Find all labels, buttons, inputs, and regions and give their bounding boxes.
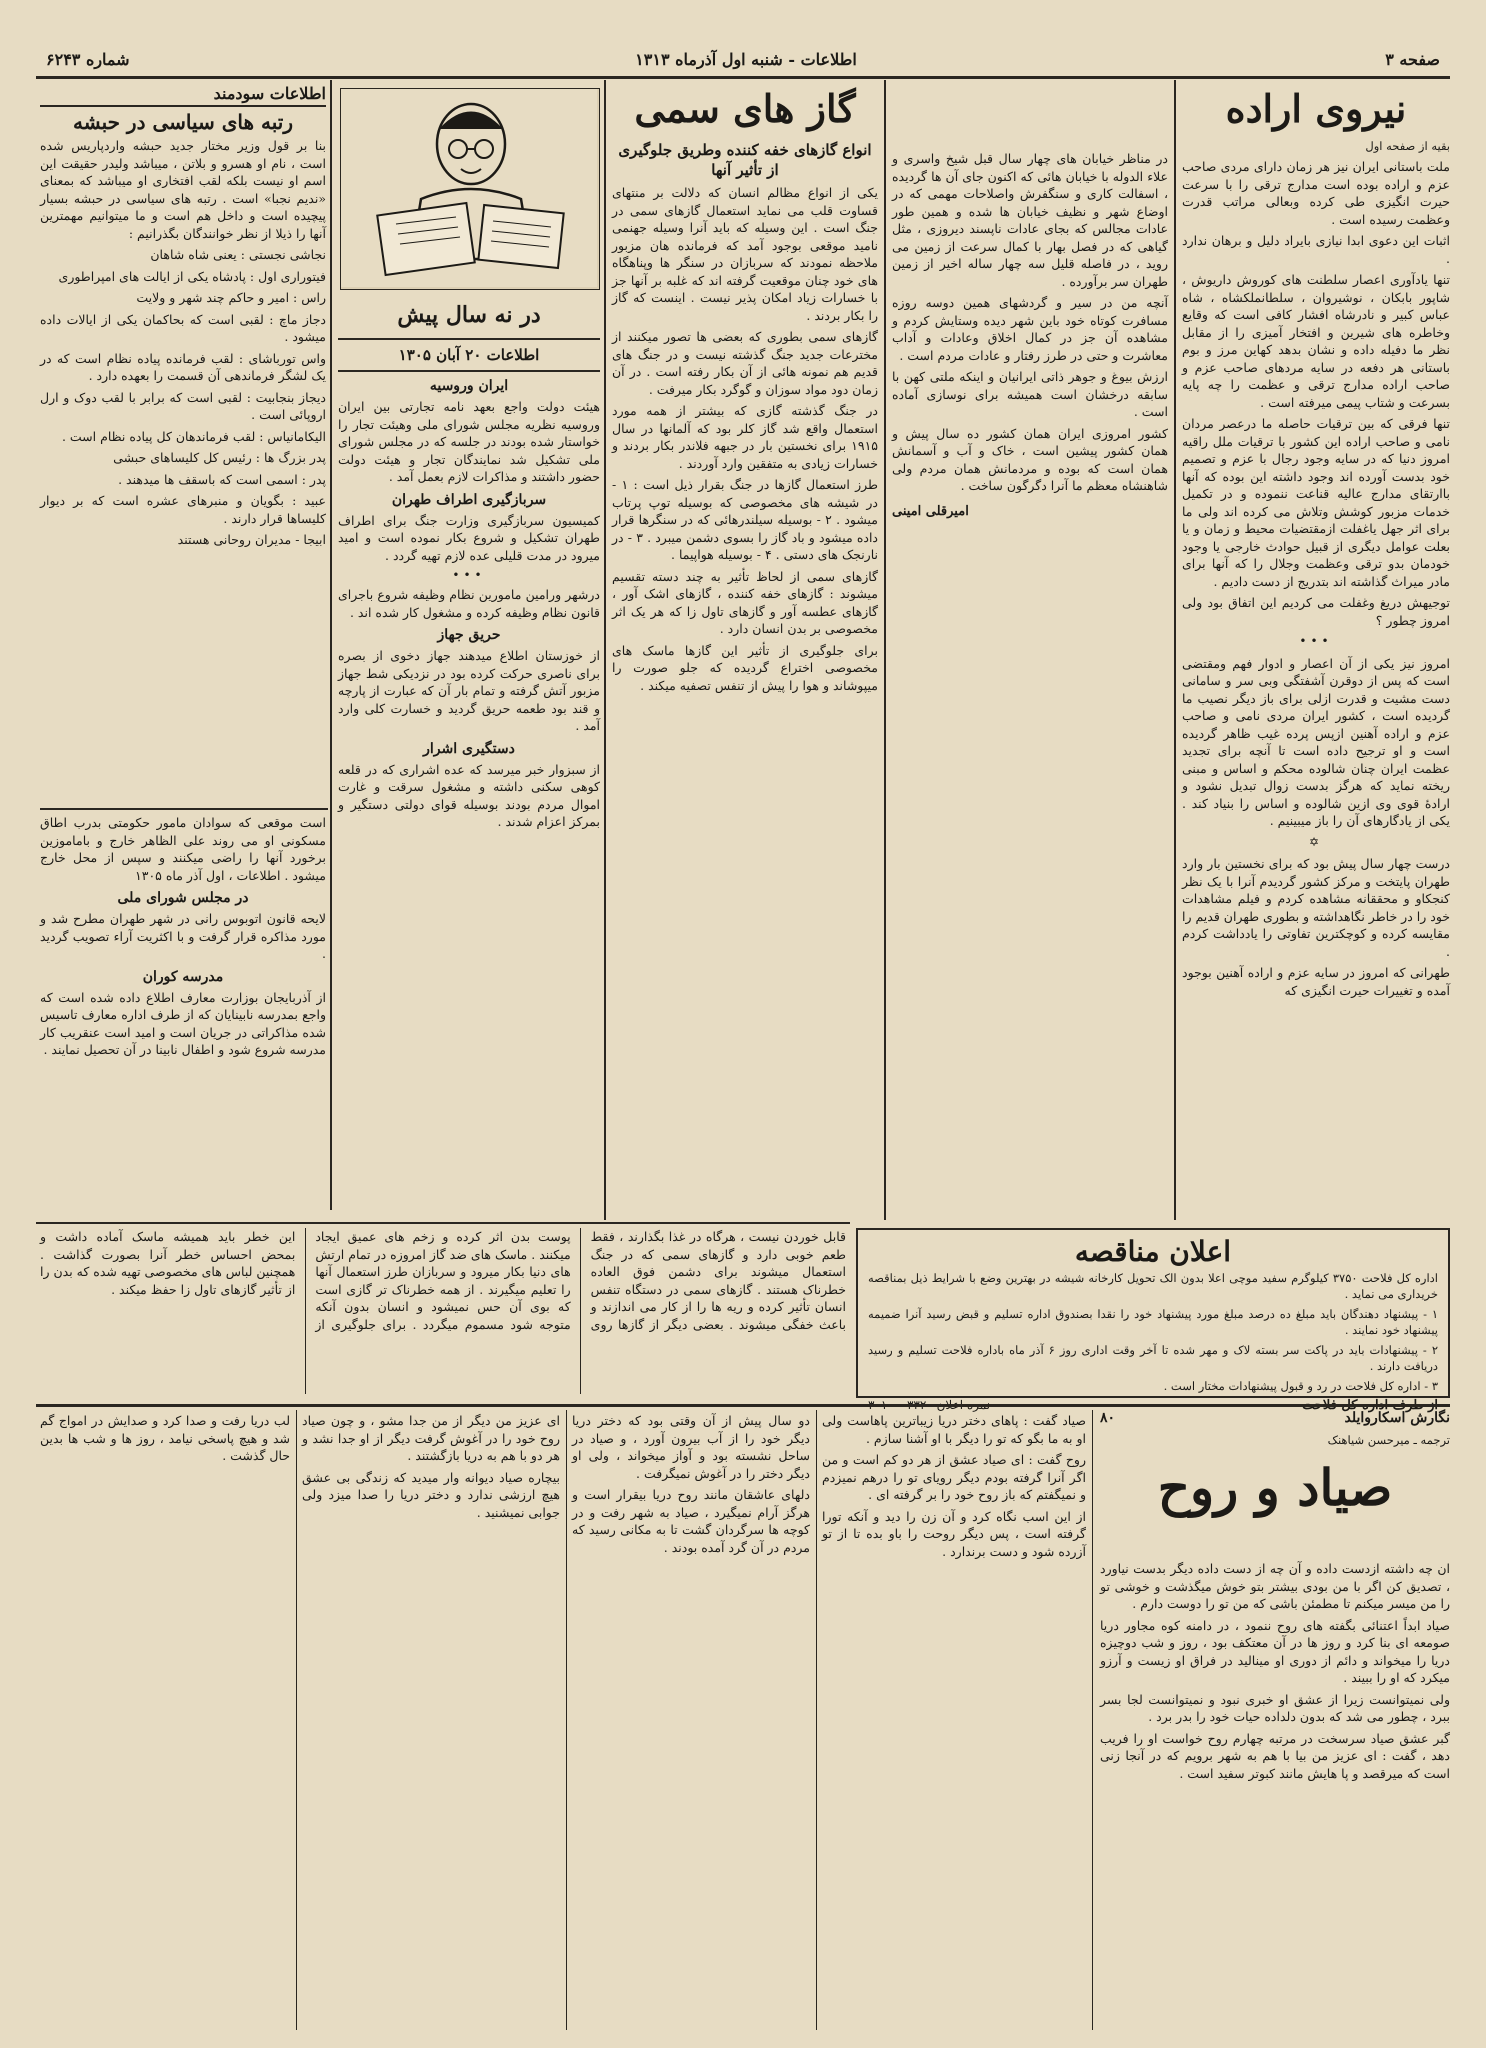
ad-body: اداره کل فلاحت ۳۷۵۰ کیلوگرم سفید موچی اعلا بدون الک تحویل کارخانه شیشه در بهترین وضع با شرایط ذیل بمناقصه خریداری می نماید .: [868, 1271, 1438, 1301]
cartoon-caption: در نه سال پیش: [397, 302, 541, 328]
paragraph: تنها فرقی که بین ترقیات حاصله ما درعصر مردان نامی و صاحب اراده این کشور با ترقیات ملل راقیه امروز دنیا که در سایه وجود رجال با عزم و تصمیم خود بدست آورده اند وجود داشته این بوده که آنها باارتقای مدارج عالیه قناعت ننموده و در تکمیل خدمات مزبور کوشش وتلاش می کرده اند ولی ما برای اثر جهل یاغفلت ازمقتضیات محیط و زمان و یا بعلت عوامل دیگری از قبیل حوادث خارجی یا وجود خودمان بدو ترقی وعظمت وجلال را که آنها برای مادر میراث گذاشته اند بتدریج از دست دادیم .: [1182, 416, 1450, 589]
parliament-news-column: [40, 814, 326, 1214]
article-title: رتبه های سیاسی در حبشه: [73, 110, 293, 134]
paragraph: صیاد گفت : پاهای دختر دریا زیباترین پاهاست ولی او به ما بگو که تو را دیگر با او آشنا سازم .: [822, 1413, 1086, 1446]
translator-credit: ترجمه ـ میرحسن شیاهنک: [1327, 1433, 1450, 1447]
ad-item: ۱ - پیشنهاد دهندگان باید مبلغ ده درصد مبلغ مورد پیشنهاد خود را نقدا بصندوق اداره تسلیم و قبض رسید آنرا ضمیمه پیشنهاد خود نمایند .: [868, 1307, 1438, 1337]
story-column-4: [302, 1412, 560, 2030]
paragraph: دلهای عاشقان مانند روح دریا بیقرار است و هرگز آرام نمیگیرد ، صیاد به شهر رفت و در کوچه ها سرگردان گشت تا به مکانی رسید که مردم در آن گرد آمده بودند .: [572, 1487, 810, 1555]
paragraph: از آذربایجان بوزارت معارف اطلاع داده شده است که واجع بمدرسه نابینایان که از طرف اداره معارف تاسیس شده مذاکراتی در جریان است و امید است عنقریب کار مدرسه شروع شود و اطفال نابینا در آن تحصیل نمایند .: [40, 989, 326, 1057]
paragraph: هیئت دولت واجع بعهد نامه تجارتی بین ایران وروسیه نظریه مجلس شورای ملی وهیئت تجار را خواستار شده بودند در جلسه که در مجلس شورای ملی تشکیل شد نمایندگان تجار و هیئت دولت حضور داشتند و مذاکرات لازم بعمل آمد .: [338, 399, 600, 484]
paragraph: ای عزیز من دیگر از من جدا مشو ، و چون صیاد روح خود را در آغوش گرفت دیگر از او جدا نشد و هر دو با هم به دریا بازگشتند .: [302, 1413, 560, 1463]
divider-line: [338, 338, 600, 340]
paragraph: گازهای سمی بطوری که بعضی ها تصور میکنند از مخترعات جدید جنگ گذشته نیست و در جنگ های قدیم هم نمونه هائی از آن بکار رفته است . در آن زمان دود مواد سوزان و گوگرد بکار میرفت .: [612, 329, 878, 397]
list-item: واس تورباشای : لقب فرمانده پیاده نظام است که در یک لشگر فرماندهی آن قسمت را بعهده دارد .: [40, 350, 326, 383]
date-line: اطلاعات ۲۰ آبان ۱۳۰۵: [398, 346, 540, 364]
article-poison-gas: [612, 84, 878, 1214]
list-item: فیتوراری اول : پادشاه یکی از ایالت های امپراطوری: [58, 268, 326, 284]
story-title: صیاد و روح: [1157, 1458, 1393, 1517]
article-title: گاز های سمی: [634, 86, 856, 131]
paragraph: در مناظر خیابان های چهار سال قبل شیخ واسری و علاء الدوله با خیابان هائی که اکنون جای آن ها گردیده ، اسفالت کاری و سنگفرش واصلاحات مهمی که در اوضاع شهر و نظیف خیابان ها شده و همین طور عادات مجالس که بجای عادات ناپسند دیروزی ، مثل گیاهی که در فصل بهار با کمال سرعت از زمین می روید ، در فاصله قلیل سه چهار ساله اخیر از زمین طهران سر برآورده .: [892, 151, 1168, 289]
section-title: دستگیری اشرار: [423, 740, 515, 757]
paragraph: از خوزستان اطلاع میدهند جهاز دخوی از بصره برای ناصری حرکت کرده بود در نزدیکی شط جهاز مزبور آتش گرفته و تمام بار آن که عبارت از پارچه و قند بود طعمه حریق گردید و خسارت کلی وارد آمد .: [338, 648, 600, 733]
series-label: نگارش اسکاروایلد: [1344, 1410, 1450, 1426]
list-item: دجاز ماچ : لقبی است که بحاکمان یکی از ایالات داده میشود .: [40, 311, 326, 344]
story-header: [1100, 1410, 1450, 1558]
list-item: پدر : اسمی است که باسقف ها میدهند .: [118, 471, 326, 487]
ad-title: اعلان مناقصه: [1074, 1235, 1232, 1268]
poison-gas-continued: [40, 1228, 846, 1394]
paragraph: کمیسیون سربازگیری وزارت جنگ برای اطراف طهران تشکیل و شروع بکار نموده است و امید میرود در مدت قلیلی عده لازم تهیه گردد .: [338, 512, 600, 563]
list-item: نجاشی نجستی : یعنی شاه شاهان: [150, 247, 326, 262]
section-title: ایران وروسیه: [429, 378, 509, 394]
divider-line: [338, 370, 600, 372]
column-divider: [1092, 1410, 1093, 2030]
paragraph: گبر عشق صیاد سرسخت در مرتبه چهارم روح خواست او را فریب دهد ، گفت : ای عزیز من بیا با هم به شهر برویم که در آنجا زنی است که میرقصد و پا هایش مانند کبوتر سفید است .: [1100, 1730, 1450, 1781]
paragraph: ملت باستانی ایران نیز هر زمان دارای مردی صاحب عزم و اراده بوده است مدارج ترقی را با سرعت حیرت انگیزی طی کرده وبعالی مراتب قدرت وعظمت رسیده است .: [1182, 159, 1450, 227]
column-divider: [884, 80, 886, 1220]
paragraph: ولی نمیتوانست زیرا از عشق او خبری نبود و نمیتوانست لجا بسر ببرد ، چطور می شد که بدون دلداده حیات خود را بدر برد .: [1100, 1691, 1450, 1724]
paragraph: از این اسب نگاه کرد و آن زن را دید و آنکه تورا گرفته است ، پس دیگر روحت را باو بده تا از تو آزرده شود و دست برندارد .: [822, 1508, 1086, 1559]
column-divider: [330, 80, 332, 1210]
list-item: دیجاز بنجابیت : لقبی است که برابر با لقب دوک و ارل اروپائی است .: [40, 389, 326, 422]
separator-stars: •••: [452, 568, 486, 582]
paragraph: طهرانی که امروز در سایه عزم و اراده آهنین بوجود آمده و تغییرات حیرت انگیزی که: [1182, 965, 1450, 998]
story-column-3: [572, 1412, 810, 2030]
paragraph: تنها یادآوری اعصار سلطنت های کوروش داریوش ، شاپور بابکان ، نوشیروان ، سلطانملکشاه ، شاه عباس کبیر و نادرشاه افشار کافی است که وقایع وخاطره های شیرین و افتخار آمیزی را از مقابل نظر ما دفیله داده و نشان بدهد کهاین مرز و بوم باستانی هر دفعه در سایه مردهای صاحب عزم و صاحب اراده مدارج ترقی و عظمت را چه پایه بسرعت و شتاب پیمی میرفته است .: [1182, 272, 1450, 410]
paragraph: است موقعی که سوادان مامور حکومتی بدرب اطاق مسکونی او می روند علی الظاهر خارج و باماموزین برخورد آنها را راضی میکنند و سپس از محل خارج میشود . اطلاعات ، اول آذر ماه ۱۳۰۵: [40, 815, 326, 883]
paragraph: لب دریا رفت و صدا کرد و صدایش در امواج گم شد و هیچ پاسخی نیامد ، روز ها و شب ها بدین حال گذشت .: [40, 1413, 290, 1463]
paragraph: امروز نیز یکی از آن اعصار و ادوار فهم ومقتضی است که پس از دوقرن آشفتگی وبی سر و سامانی دست مشیت و قدرت ازلی برای باز دیگر نصیب ما گردیده است ، کشور ایران مردی نامی و صاحب عزم و اراده آهنین ازپس پرده غیب ظاهر گردیده است و او ترجیح داده است تا آنچه برای تجدید عظمت ایران چنان شالوده محکم و اساس و مبنی ریخته نماید که هرگز بدست زوال تبدیل نشود و ارادهٔ قوی وی ازین شالوده و اساس را بنیاد کند . یکی از یادگارهای آن را باز میبینیم .: [1182, 655, 1450, 828]
caricature-illustration: [340, 88, 600, 290]
column-divider: [816, 1410, 817, 2030]
paragraph: گازهای سمی از لحاظ تأثیر به چند دسته تقسیم میشوند : گازهای خفه کننده ، گازهای اشک آور ، گازهای عطسه آور و گازهای تاول زا که هر یک اثر مخصوصی بر بدن انسان دارد .: [612, 568, 878, 636]
separator-stars: ✡: [1308, 834, 1324, 849]
paragraph: ارزش بیوغ و جوهر ذاتی ایرانیان و اینکه ملتی کهن با سابقه درخشان است همیشه برای نوسازی آماده است .: [892, 369, 1168, 419]
continuation-note: بقیه از صفحه اول: [1365, 139, 1450, 153]
header-rule: [36, 76, 1450, 79]
paragraph: در جنگ گذشته گازی که بیشتر از همه مورد استعمال واقع شد گاز کلر بود که آلمانها در سال ۱۹۱۵ برای نخستین بار در جبهه فلاندر بکار بردند و خسارات زیادی به متفقین وارد آوردند .: [612, 403, 878, 471]
author-signature: امیرقلی امینی: [892, 503, 969, 519]
masthead: [36, 48, 1450, 74]
section-title: سربازگیری اطراف طهران: [391, 491, 547, 508]
nine-years-ago-column: [338, 292, 600, 1212]
paragraph: بنا بر قول وزیر مختار جدید حبشه واردپاریس شده است ، نام او هسرو و بلاتن ، میباشد ولیدر حقیقت این اسم او نیست بلکه لقب افتخاری او میباشد که بمعنای «ندیم نجبا» است . رتبه های سیاسی در حبشه بسیار پیچیده است و داخل هم است و ما میتوانیم مهمترین آنها را ذیلا از نظر خوانندگان بگذرانیم :: [40, 138, 326, 241]
ad-item: ۲ - پیشنهادات باید در پاکت سر بسته لاک و مهر شده تا آخر وقت اداری روز ۶ آذر ماه باداره فلاحت تسلیم و رسید دریافت دارند .: [868, 1343, 1438, 1373]
column-divider: [296, 1410, 297, 2030]
section-label: اطلاعات سودمند: [40, 84, 326, 107]
section-title: مدرسه کوران: [142, 968, 224, 985]
paragraph: روح گفت : ای صیاد عشق از هر دو کم است و من اگر آنرا گرفته بودم دیگر رویای تو را درهم نمیزدم و نمیگفتم که باز روح خود را بر گرفته ای .: [822, 1452, 1086, 1502]
section-title: در مجلس شورای ملی: [117, 890, 249, 906]
paragraph: درست چهار سال پیش بود که برای نخستین بار وارد طهران پایتخت و مرکز کشور گردیدم آنرا با یک نظر کنجکاو و محققانه مشاهده کردم و فیلم مشاهدات خود را در خاطر نگاهداشته و بطوری طهران قدیم را مقایسه کرده و کوچکترین تفاوتی را یادداشت کردم .: [1182, 856, 1450, 959]
paragraph: توجیهش دریغ وغفلت می کردیم این اتفاق بود ولی امروز چطور ؟: [1182, 595, 1450, 628]
paragraph: کشور امروزی ایران همان کشور ده سال پیش و همان کشور پیشین است ، خاک و آب و آسمانش همان است که بوده و مردمانش همان مردم ولی شاهنشاه معظم ما آنرا دگرگون ساخت .: [892, 425, 1168, 493]
list-item: راس : امیر و حاکم چند شهر و ولایت: [136, 290, 326, 305]
article-will-power: [1182, 84, 1450, 1220]
separator-stars: •••: [1299, 634, 1333, 648]
column-divider: [1174, 80, 1176, 1220]
issue-number: شماره ۶۲۴۳: [46, 50, 130, 69]
column-divider: [566, 1410, 567, 2030]
paragraph: بیچاره صیاد دیوانه وار میدید که زندگی بی عشق هیچ ارزشی ندارد و دختر دریا را صدا میزد ولی جوابی نمیشنید .: [302, 1469, 560, 1520]
ad-item: ۳ - اداره کل فلاحت در رد و قبول پیشنهادات مختار است .: [1163, 1379, 1438, 1393]
paragraph: طرز استعمال گازها در جنگ بقرار ذیل است : ۱ - در شیشه های مخصوصی که بوسیله توپ پرتاب میشود . ۲ - بوسیله سیلندرهائی که در سنگرها قرار داده میشود و باد گاز را بسوی دشمن میبرد . ۳ - در نارنجک های دستی . ۴ - بوسیله هواپیما .: [612, 477, 878, 562]
paragraph: لایحه قانون اتوبوس رانی در شهر طهران مطرح شد و مورد مذاکره قرار گرفت و با اکثریت آراء تصویب گردید .: [40, 911, 326, 961]
story-column-1: [1100, 1560, 1450, 2030]
paragraph: برای جلوگیری از تأثیر این گازها ماسک های مخصوصی اختراع گردیده که جلو صورت را میپوشاند و هوا را پیش از تنفس تصفیه میکند .: [612, 642, 878, 693]
list-item: پدر بزرگ ها : رئیس کل کلیساهای حبشی: [113, 450, 326, 465]
paragraph: یکی از انواع مظالم انسان که دلالت بر منتهای قساوت قلب می نماید استعمال گازهای سمی در جنگ است . این وسیله که باید آنرا وسیله جهنمی نامید موقعی بوجود آمد که فرمانده هان مزبور ملاحظه نمودند که سربازان در سنگر ها وپناهگاه های خود چنان موقعیت گرفته اند که غلبه بر آنها جز با خسارات زیاد امکان پذیر نیست . اینست که گاز را بکار بردند .: [612, 185, 878, 323]
divider-line: [36, 1222, 850, 1224]
list-item: عبید : بگویان و منبرهای عشره است که بر دیوار کلیساها قرار دارند .: [40, 493, 326, 526]
paragraph: ان چه داشته ازدست داده و آن چه از دست داده دیگر بدست نیاورد ، تصدیق کن اگر با من بودی بیشتر بتو خوش میگذشت و خوشی تو را من میسر میکنم تا مطمئن باشی که من تو را دوست دارم .: [1100, 1561, 1450, 1611]
article-title: نیروی اراده: [1225, 86, 1407, 131]
paragraph: از سبزوار خبر میرسد که عده اشراری که در قلعه کوهی سکنی داشته و مشغول سرقت و غارت اموال مردم بودند بوسیله قوای دولتی دستگیر و بمرکز اعزام شدند .: [338, 761, 600, 829]
installment-number: ٨٠: [1100, 1410, 1116, 1426]
column-divider: [604, 80, 606, 1220]
divider-line: [40, 808, 328, 810]
article-will-power-continued: [892, 150, 1168, 1240]
paragraph: قابل خوردن نیست ، هرگاه در غذا بگذارند ، فقط طعم خوبی دارد و گازهای سمی که در جنگ استعمال میشوند برای دشمن فوق العاده خطرناک هستند . گازهای سمی در دستگاه تنفس انسان تأثیر کرده و ریه ها را از کار می اندازند و باعث خفگی میشوند . بعضی دیگر از گازها روی پوست بدن اثر کرده و زخم های عمیق ایجاد میکنند . ماسک های ضد گاز امروزه در تمام ارتش های دنیا بکار میرود و سربازان طرز استعمال آنها را تعلیم میگیرند . از همه خطرناک تر گازی است که بوی آن حس نمیشود و انسان بدون آنکه متوجه شود مسموم میگردد . برای جلوگیری از این خطر باید همیشه ماسک آماده داشت و بمحض احساس خطر آنرا بصورت گذاشت . همچنین لباس های مخصوصی تهیه شده که بدن را از تأثیر گازهای تاول زا حفظ میکند .: [40, 1229, 846, 1332]
paragraph: آنچه من در سیر و گردشهای همین دوسه روزه مسافرت کوتاه خود باین شهر دیده وستایش کردم و مشاهده آن جز در کمال اخلاق وعادات و آداب معاشرت و حتی در طرز رفتار و عادات مردم است .: [892, 295, 1168, 363]
man-reading-icon: [341, 89, 597, 287]
section-title: حریق جهاز: [437, 627, 501, 643]
paragraph: درشهر ورامین مامورین نظام وظیفه شروع باجرای قانون نظام وظیفه کرده و مشغول کار شده اند .: [338, 587, 600, 620]
tender-advertisement: [856, 1228, 1450, 1398]
story-column-5: [40, 1412, 290, 2030]
story-column-2: [822, 1412, 1086, 2030]
list-item: الیکامانیاس : لقب فرماندهان کل پیاده نظام است .: [61, 428, 326, 444]
paragraph: دو سال پیش از آن وقتی بود که دختر دریا دیگر خود را از آب بیرون آورد ، و صیاد در ساحل نشسته بود و آواز میخواند ، ولی او دیگر دختر را در آغوش نمیگرفت .: [572, 1413, 810, 1481]
paper-title: اطلاعات - شنبه اول آذرماه ۱۳۱۳: [635, 50, 857, 69]
divider-line: [36, 1404, 1450, 1407]
page-label: صفحه ۳: [1385, 50, 1440, 69]
useful-info-column: [40, 84, 326, 804]
article-subtitle: انواع گازهای خفه کننده وطریق جلوگیری از تأثیر آنها: [618, 141, 872, 179]
paragraph: اثبات این دعوی ابدا نیازی بایراد دلیل و برهان ندارد .: [1182, 233, 1450, 266]
list-item: ابیجا - مدیران روحانی هستند: [177, 532, 326, 547]
paragraph: صیاد ابداً اعتنائی بگفته های روح ننمود ، در دامنه کوه مجاور دریا صومعه ای بنا کرد و روز ها در آن معتکف بود ، روز و شب دوچیزه دریا را میخواند و دائم از دوری او مینالید در فراق او زیست و آرزو میکرد که او را ببیند .: [1100, 1617, 1450, 1685]
